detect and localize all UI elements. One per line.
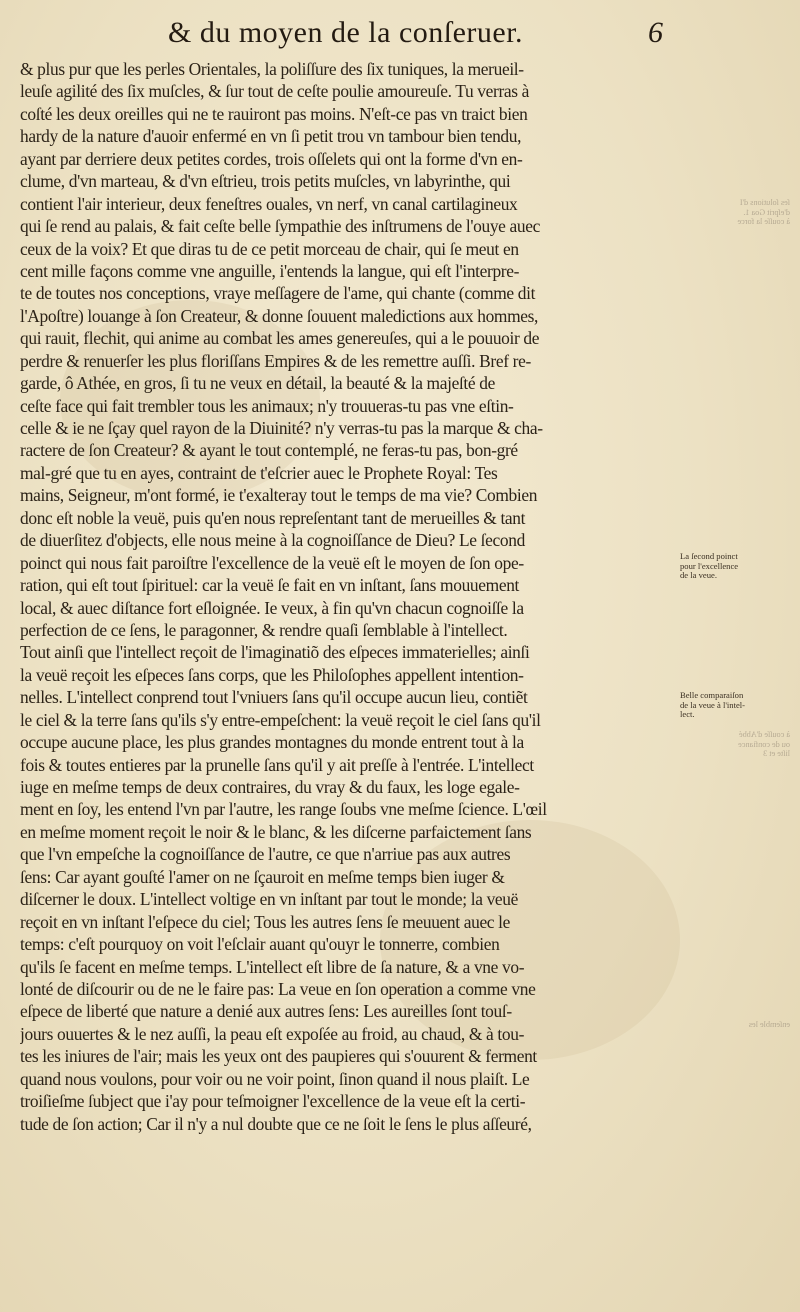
text-line: jours ouuertes & le nez auſſi, la peau eſt expoſée au froid, au chaud, & à tou- bbox=[20, 1023, 525, 1044]
text-line: reçoit en vn inſtant l'eſpece du ciel; Tous les autres ſens ſe meuuent auec le bbox=[20, 911, 511, 932]
show-through-line: liſte et 3 bbox=[763, 749, 790, 758]
running-head bbox=[0, 14, 800, 58]
margin-note bbox=[680, 552, 792, 581]
text-line: que l'vn empeſche la cognoiſſance de l'autre, ce que n'arriue pas aux autres bbox=[20, 844, 511, 865]
text-line: qui ſe rend au palais, & fait ceſte belle ſympathie des inſtrumens de l'ouye auec bbox=[20, 216, 540, 237]
text-line: donc eſt noble la veuë, puis qu'en nous repreſentant tant de merueilles & tant bbox=[20, 507, 526, 528]
show-through-line: ou de confiance bbox=[738, 739, 790, 749]
text-line: tes les iniures de l'air; mais les yeux ont des paupieres qui s'ouurent & ferment bbox=[20, 1046, 537, 1067]
body-text bbox=[20, 58, 672, 1135]
show-through-text bbox=[680, 730, 790, 759]
text-line: ſens: Car ayant gouſté l'amer on ne ſçauroit en meſme temps bien iuger & bbox=[20, 866, 505, 887]
text-line: occupe aucune place, les plus grandes montagnes du monde entrent tout à la bbox=[20, 732, 524, 753]
text-line: ractere de ſon Createur? & ayant le tout contemplé, ne feras-tu pas, bon-gré bbox=[20, 440, 518, 461]
text-line: leuſe agilité des ſix muſcles, & ſur tout de ceſte poulie amoureuſe. Tu verras à bbox=[20, 81, 530, 102]
show-through-line: à couſſe la force bbox=[737, 217, 790, 226]
text-line: poinct qui nous fait paroiſtre l'excellence de la veuë eſt le moyen de ſon ope- bbox=[20, 552, 524, 573]
text-line: temps: c'eſt pourquoy on voit l'eſclair auant qu'ouyr le tonnerre, combien bbox=[20, 934, 500, 955]
show-through-text bbox=[680, 1020, 790, 1030]
text-line: contient l'air interieur, deux feneſtres ouales, vn nerf, vn canal cartilagineux bbox=[20, 193, 518, 214]
show-through-line: enſemble les bbox=[748, 1020, 790, 1029]
text-line: ayant par derriere deux petites cordes, trois oſſelets qui ont la forme d'vn en- bbox=[20, 148, 523, 169]
margin-note-line: pour l'excellence bbox=[680, 560, 739, 571]
show-through-text bbox=[680, 198, 790, 227]
text-line: ration, qui eſt tout ſpirituel: car la veuë ſe fait en vn inſtant, ſans mouuement bbox=[20, 575, 520, 596]
text-line: perfection de ce ſens, le paragonner, & rendre quaſi ſemblable à l'intellect. bbox=[20, 619, 508, 640]
margin-note-line: Belle comparaiſon bbox=[680, 690, 744, 700]
show-through-line: d'eſprit Goa 1. bbox=[743, 207, 790, 217]
text-line: celle & ie ne ſçay quel rayon de la Diuinité? n'y verras-tu pas la marque & cha- bbox=[20, 418, 543, 438]
text-line: qu'ils ſe facent en meſme temps. L'intellect eſt libre de ſa nature, & a vne vo- bbox=[20, 956, 525, 977]
text-line: cent mille façons comme vne anguille, i'entends la langue, qui eſt l'interpre- bbox=[20, 260, 520, 281]
text-line: iuge en meſme temps de deux contraires, du vray & du faux, les loge egale- bbox=[20, 777, 520, 797]
text-line: la veuë reçoit les eſpeces ſans corps, que les Philoſophes appellent intention- bbox=[20, 664, 524, 685]
text-line: perdre & renuerſer les plus floriſſans Empires & de les remettre auſſi. Bref re- bbox=[20, 350, 531, 371]
text-line: mal-gré que tu en ayes, contraint de t'eſcrier auec le Prophete Royal: Tes bbox=[20, 462, 498, 483]
text-line: troiſieſme ſubject que i'ay pour teſmoigner l'excellence de la veue eſt la certi- bbox=[20, 1091, 526, 1112]
text-line: quand nous voulons, pour voir ou ne voir point, ſinon quand il nous plaiſt. Le bbox=[20, 1068, 530, 1089]
show-through-line: ſes ſolutions d'I bbox=[739, 198, 790, 207]
text-line: qui rauit, flechit, qui anime au combat les ames genereuſes, qui a le pouuoir de bbox=[20, 328, 540, 349]
margin-note-line: de la veue à l'intel- bbox=[680, 699, 746, 710]
text-line: ceſte face qui fait trembler tous les animaux; n'y trouueras-tu pas vne eſtin- bbox=[20, 395, 514, 416]
text-line: ceux de la voix? Et que diras tu de ce petit morceau de chair, qui ſe meut en bbox=[20, 238, 519, 259]
text-line: garde, ô Athée, en gros, ſi tu ne veux en détail, la beauté & la majeſté de bbox=[20, 373, 495, 394]
text-line: clume, d'vn marteau, & d'vn eſtrieu, trois petits muſcles, vn labyrinthe, qui bbox=[20, 171, 511, 192]
text-line: coſté les deux oreilles qui ne te rauiront pas moins. N'eſt-ce pas vn traict bien bbox=[20, 103, 528, 124]
text-line: & plus pur que les perles Orientales, la poliſſure des ſix tuniques, la merueil- bbox=[20, 59, 524, 79]
text-line: nelles. L'intellect conprend tout l'vniuers ſans qu'il occupe aucun lieu, contiẽt bbox=[20, 687, 528, 708]
text-line: mains, Seigneur, m'ont formé, ie t'exalteray tout le temps de ma vie? Combien bbox=[20, 485, 538, 506]
text-line: Tout ainſi que l'intellect reçoit de l'imaginatiõ des eſpeces immaterielles; ainſi bbox=[20, 642, 530, 663]
text-line: hardy de la nature d'auoir enfermé en vn ſi petit trou vn tambour bien tendu, bbox=[20, 126, 522, 147]
text-line: en meſme moment reçoit le noir & le blanc, & les diſcerne parfaictement ſans bbox=[20, 821, 532, 842]
margin-note bbox=[680, 691, 792, 720]
text-line: ment en ſoy, les entend l'vn par l'autre, les range ſoubs vne meſme ſcience. L'œil bbox=[20, 799, 547, 820]
page-number: 6 bbox=[648, 16, 663, 49]
text-line: te de toutes nos conceptions, vraye meſſagere de l'ame, qui chante (comme dit bbox=[20, 283, 536, 304]
margin-note-line: de la veue. bbox=[680, 570, 717, 580]
text-line: de diuerſitez d'objects, elle nous meine à la cognoiſſance de Dieu? Le ſecond bbox=[20, 530, 525, 551]
running-title: & du moyen de la conſeruer. bbox=[168, 16, 524, 49]
text-line: le ciel & la terre ſans qu'ils s'y entre-empeſchent: la veuë reçoit le ciel ſans qu'il bbox=[20, 709, 541, 730]
text-line: l'Apoſtre) louange à ſon Createur, & donne ſouuent maledictions aux hommes, bbox=[20, 305, 539, 326]
margin-note-line: La ſecond poinct bbox=[680, 551, 738, 561]
text-line: fois & toutes entieres par la prunelle ſans qu'il y ait preſſe à l'entrée. L'intellect bbox=[20, 754, 534, 775]
text-line: tude de ſon action; Car il n'y a nul doubte que ce ne ſoit le ſens le plus aſſeuré, bbox=[20, 1113, 532, 1134]
show-through-line: à couſſe d'Abbé bbox=[738, 730, 790, 739]
text-line: local, & auec diſtance fort eſloignée. Ie veux, à fin qu'vn chacun cognoiſſe la bbox=[20, 597, 524, 618]
text-line: eſpece de liberté que nature a denié aux autres ſens: Les aureilles ſont touſ- bbox=[20, 1001, 512, 1022]
text-line: lonté de diſcourir ou de ne le faire pas: La veue en ſon operation a comme vne bbox=[20, 978, 536, 999]
margin-note-line: lect. bbox=[680, 709, 695, 719]
text-line: diſcerner le doux. L'intellect voltige en vn inſtant par tout le monde; la veuë bbox=[20, 889, 519, 910]
